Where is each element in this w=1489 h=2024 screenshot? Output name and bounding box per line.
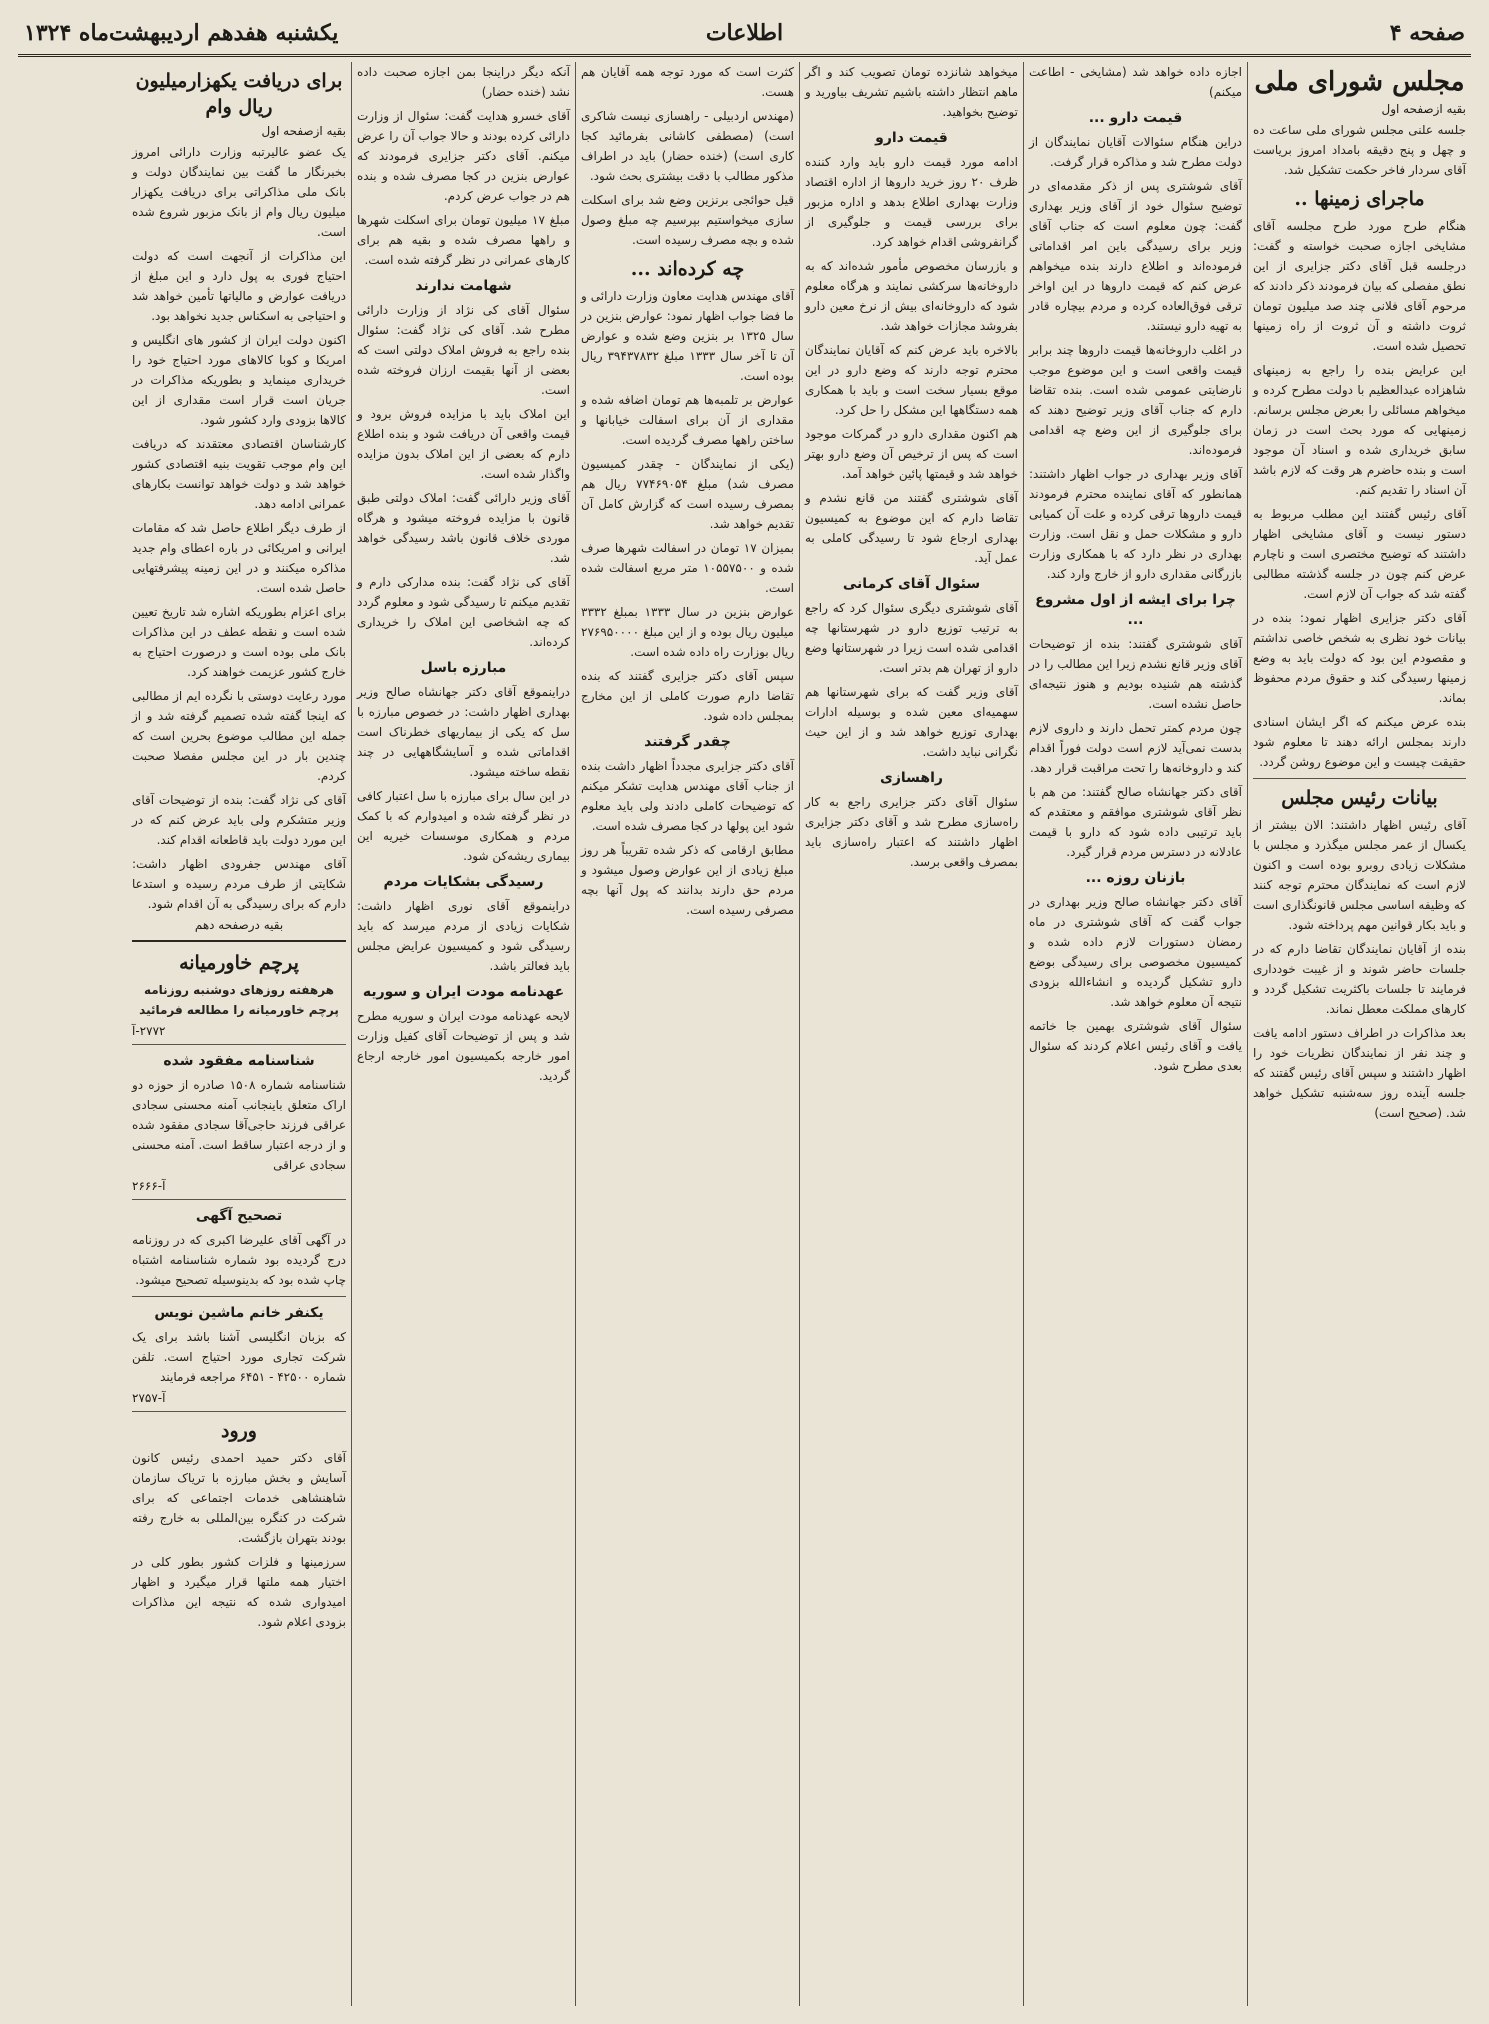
paragraph: سئوال آقای شوشتری بهمین جا خاتمه یافت و آقای رئیس اعلام کردند که سئوال بعدی مطرح شود. [1029,1019,1242,1073]
paragraph: جلسه علنی مجلس شورای ملی ساعت ده و چهل و پنج دقیقه بامداد امروز بریاست آقای سردار فاخر حکمت تشکیل شد. [1253,123,1466,177]
paragraph: دراینموقع آقای نوری اظهار داشت: شکایات زیادی از مردم میرسد که باید رسیدگی شود و کمیسیون عرایض مجلس باید فعالتر باشد. [357,899,570,973]
subheading: مبارزه باسل [420,660,507,676]
paragraph: بعد مذاکرات در اطراف دستور ادامه یافت و چند نفر از نمایندگان نظریات خود را اظهار داشتند و سپس آقای رئیس گفتند که جلسه آینده روز سه‌شنبه تشکیل خواهد شد. (صحیح است) [1253,1026,1466,1120]
paragraph: آقای رئیس گفتند این مطلب مربوط به دستور نیست و آقای مشایخی اظهار داشتند که توضیح مختصری است و ناچارم عرض کنم چون در جلسه گذشته مطالبی گفته شد که جواب آن لازم است. [1253,507,1466,601]
paragraph: سئوال آقای دکتر جزایری راجع به کار راه‌سازی مطرح شد و آقای دکتر جزایری اظهار داشتند که اعتبار راه‌سازی باید بمصرف واقعی برسد. [805,795,1018,869]
paragraph: آقای وزیر دارائی گفت: املاک دولتی طبق قانون با مزایده فروخته میشود و هرگاه موردی خلاف قانون باشد رسیدگی خواهد شد. [357,491,570,565]
paragraph: هنگام طرح مورد طرح مجلسه آقای مشایخی اجازه صحبت خواسته و گفت: درجلسه قبل آقای دکتر جزایری از این نطق مفصلی که بیان فرمودند ذکر دادند که مرحوم آقای فلانی چند صد میلیون تومان ثروت داشته و آن ثروت از راه زمینها تحصیل شده است. [1253,219,1466,353]
paragraph: ادامه مورد قیمت دارو باید وارد کننده ظرف ۲۰ روز خرید داروها از اداره اقتصاد وزارت بهداری اطلاع بدهد و اداره مزبور برای بررسی قیمت و جلوگیری از گرانفروشی اقدام خواهد کرد. [805,155,1018,249]
masthead [18,14,1471,57]
paragraph: اجازه داده خواهد شد (مشایخی - اطاعت میکنم) [1029,65,1242,99]
article-title-loan: برای دریافت یکهزارمیلیون ریال وام [135,70,343,118]
column-2 [1023,62,1247,2006]
subheading: سئوال آقای کرمانی [842,576,981,592]
paragraph: چون مردم کمتر تحمل دارند و داروی لازم بدست نمی‌آید لازم است دولت فوراً اقدام کند و داروخانه‌ها را تحت مراقبت قرار دهد. [1029,721,1242,775]
continued-label: بقیه ازصفحه اول [1381,102,1466,116]
paragraph: سپس آقای دکتر جزایری گفتند که بنده تقاضا دارم صورت کاملی از این مخارج بمجلس داده شود. [581,669,794,723]
subheading: چه کرده‌اند ... [630,258,745,280]
divider [132,1411,346,1412]
paragraph: لایحه عهدنامه مودت ایران و سوریه مطرح شد و پس از توضیحات آقای کفیل وزارت امور خارجه بکمیسیون امور خارجه ارجاع گردید. [357,1009,570,1083]
paragraph: آقای رئیس اظهار داشتند: الان بیشتر از یکسال از عمر مجلس میگذرد و مجلس با مشکلات زیادی روبرو بوده است و اکنون لازم است که نمایندگان محترم توجه کنند که وظیفه اساسی مجلس قانونگذاری است و باید بکار قوانین مهم پرداخته شود. [1253,818,1466,932]
ad-body: که بزبان انگلیسی آشنا باشد برای یک شرکت تجاری مورد احتیاج است. تلفن شماره ۴۲۵۰۰ - ۶۴۵۱ مراجعه فرمایند [132,1330,346,1384]
paragraph: آقای خسرو هدایت گفت: سئوال از وزارت دارائی کرده بودند و حالا جواب آن را عرض میکنم. آقای دکتر جزایری فرمودند که عوارض بنزین در کجا مصرف شده و بنده هم در جواب عرض کردم. [357,109,570,203]
paragraph: این املاک باید با مزایده فروش برود و قیمت واقعی آن دریافت شود و بنده اطلاع دارم که بعضی از این املاک بدون مزایده واگذار شده است. [357,407,570,481]
paragraph: سئوال آقای کی نژاد از وزارت دارائی مطرح شد. آقای کی نژاد گفت: سئوال بنده راجع به فروش املاک دولتی است که بعضی از آنها بقیمت ارزان فروخته شده است. [357,303,570,397]
paragraph: میخواهد شانزده تومان تصویب کند و اگر ماهم انتظار داشته باشیم تشریف بیاورید و توضیح بخواهید. [805,65,1018,119]
column-1 [1247,62,1471,2006]
paragraph: آقای دکتر جهانشاه صالح گفتند: من هم با نظر آقای شوشتری موافقم و معتقدم که باید ترتیبی داده شود که دارو با قیمت عادلانه در دسترس مردم قرار گیرد. [1029,785,1242,859]
paragraph: قیل حوائجی برنزین وضع شد برای اسکلت سازی میخواستیم بپرسیم چه مبلغ وصول شده و بچه مصرف رسیده است. [581,193,794,247]
paragraph: مبلغ ۱۷ میلیون تومان برای اسکلت شهرها و راهها مصرف شده و بقیه هم برای کارهای عمرانی در نظر گرفته شده است. [357,213,570,267]
ad-title: پرچم خاورمیانه [179,952,299,974]
paragraph: این مذاکرات از آنجهت است که دولت احتیاج فوری به پول دارد و این مبلغ از دریافت عوارض و مالیاتها تأمین خواهد شد و احتیاجی به اسکناس جدید نخواهد بود. [132,249,346,323]
paragraph: این عرایض بنده را راجع به زمینهای شاهزاده عبدالعظیم با دولت مطرح کرده و میخواهم مسائلی را بعرض مجلس برسانم. زمینهایی که مورد بحث است در زمان سابق خریداری شده و اسناد آن موجود است و بنده حاضرم هر وقت که لازم باشد آن اسناد را تقدیم کنم. [1253,363,1466,497]
divider [132,940,346,942]
subheading: قیمت دارو [875,130,948,146]
continued-on-label: بقیه درصفحه دهم [194,918,284,932]
ad-code: آ-۲۷۵۷ [132,1391,166,1405]
ad-body: در آگهی آقای علیرضا اکبری که در روزنامه درج گردیده بود شماره شناسنامه اشتباه چاپ شده بود که بدینوسیله تصحیح میشود. [132,1233,346,1287]
subheading: بیانات رئیس مجلس [1281,787,1438,809]
paragraph: یک عضو عالیرتبه وزارت دارائی امروز بخبرنگار ما گفت بین نمایندگان دولت و بانک ملی مذاکراتی برای دریافت یکهزار میلیون ریال وام از بانک مزبور شروع شده است. [132,145,346,239]
paragraph: آقای وزیر بهداری در جواب اظهار داشتند: همانطور که آقای نماینده محترم فرمودند قیمت داروها ترقی کرده و علت آن کمیابی دارو و مشکلات حمل و نقل است. وزارت بهداری در نظر دارد که با همکاری وزارت بازرگانی مقداری دارو از خارج وارد کند. [1029,467,1242,581]
subheading: راهسازی [880,770,943,786]
subheading: بازنان روزه ... [1085,870,1186,886]
paragraph: آقای شوشتری گفتند من قانع نشدم و تقاضا دارم که این موضوع به کمیسیون بهداری ارجاع شود تا رسیدگی کاملی به عمل آید. [805,491,1018,565]
divider [132,1044,346,1045]
paragraph: مورد رعایت دوستی با نگرده ایم از مطالبی که اینجا گفته شده تصمیم گرفته شد و از جمله این مطالب موضوع بحرین است که چندین بار در این مجلس مفصلا صحبت کردم. [132,689,346,783]
column-3 [799,62,1023,2006]
paragraph: آقای کی نژاد گفت: بنده مدارکی دارم و تقدیم میکنم تا رسیدگی شود و معلوم گردد که چه اشخاصی این املاک را خریداری کرده‌اند. [357,575,570,649]
paragraph: مطابق ارقامی که ذکر شده تقریباً هر روز مبلغ زیادی از این عوارض وصول میشود و مردم حق دارند بدانند که پول آنها بچه مصرفی رسیده است. [581,843,794,917]
paragraph: دراینموقع آقای دکتر جهانشاه صالح وزیر بهداری اظهار داشت: در خصوص مبارزه با سل که یکی از بیماریهای خطرناک است اقداماتی شده و آسایشگاههایی در چند نقطه ساخته میشود. [357,685,570,779]
paragraph: بالاخره باید عرض کنم که آقایان نمایندگان محترم توجه دارند که وضع دارو در این موقع بسیار سخت است و باید با همکاری همه دستگاهها این مشکل را حل کرد. [805,343,1018,417]
paragraph: بمیزان ۱۷ تومان در اسفالت شهرها صرف شده و ۱۰۵۵۷۵۰۰ متر مربع اسفالت شده است. [581,541,794,595]
date-line: یکشنبه هفدهم اردیبهشت‌ماه ۱۳۲۴ [24,20,339,46]
paragraph: آقای دکتر جزایری مجدداً اظهار داشت بنده از جناب آقای مهندس هدایت تشکر میکنم که توضیحات کاملی دادند ولی باید معلوم شود این پولها در کجا مصرف شده است. [581,759,794,833]
column-6 [127,62,351,2006]
paragraph: (مهندس اردبیلی - راهسازی نیست شاکری است) (مصطفی کاشانی بفرمائید کجا کاری است) (خنده حضار) باید در اطراف مذکور مطالب با دقت بیشتری بحث شود. [581,109,794,183]
ad-title: شناسنامه مفقود شده [163,1053,315,1069]
paragraph: (یکی از نمایندگان - چقدر کمیسیون مصرف شد) مبلغ ۷۷۴۶۹۰۵۴ ریال هم بمصرف رسیده است که گزارش کامل آن تقدیم خواهد شد. [581,457,795,531]
paragraph: هم اکنون مقداری دارو در گمرکات موجود است که پس از ترخیص آن وضع دارو بهتر خواهد شد و قیمتها پائین خواهد آمد. [805,427,1018,481]
ad-title: یکنفر خانم ماشین نویس [154,1305,324,1321]
paragraph: در این سال برای مبارزه با سل اعتبار کافی در نظر گرفته شده و امیدوارم که با کمک مردم و همکاری موسسات خیریه این بیماری ریشه‌کن شود. [357,789,570,863]
paragraph: دراین هنگام سئوالات آقایان نمایندگان از دولت مطرح شد و مذاکره قرار گرفت. [1029,135,1242,169]
subheading: رسیدگی بشکایات مردم [383,874,544,890]
ad-title: ورود [221,1420,257,1442]
subheading: عهدنامه مودت ایران و سوریه [362,984,565,1000]
column-4 [575,62,799,2006]
columns [18,62,1471,2006]
paragraph: و بازرسان مخصوص مأمور شده‌اند که به داروخانه‌ها سرکشی نمایند و هرگاه معلوم شود که داروخانه‌ای بیش از نرخ معین دارو بفروشد مجازات خواهد شد. [805,259,1018,333]
article-title-majlis: مجلس شورای ملی [1254,67,1465,97]
paragraph: بنده از آقایان نمایندگان تقاضا دارم که در جلسات حاضر شوند و از غیبت خودداری فرمایند تا جلسات باکثریت تشکیل گردد و کارهای مملکت معطل نماند. [1253,942,1466,1016]
divider [132,1199,346,1200]
subheading: شهامت ندارند [415,278,512,294]
paragraph: آقای دکتر جزایری اظهار نمود: بنده در بیانات خود نظری به شخص خاصی نداشتم و مقصودم این بود که دولت باید به وضع زمینها رسیدگی کند و حقوق مردم محفوظ بماند. [1253,611,1466,705]
subheading: چرا برای ایشه از اول مشروع ... [1035,592,1236,628]
paragraph: آقای کی نژاد گفت: بنده از توضیحات آقای وزیر متشکرم ولی باید عرض کنم که در این مورد دولت باید قاطعانه اقدام کند. [132,793,346,847]
ad-body: هرهفته روزهای دوشنبه روزنامه پرچم خاورمیانه را مطالعه فرمائید [139,983,339,1017]
column-5 [351,62,575,2006]
footer-note: سرزمینها و فلزات کشور بطور کلی در اختیار همه ملتها قرار میگیرد و اظهار امیدواری شده که نتیجه این مذاکرات بزودی اعلام شود. [132,1555,346,1629]
paragraph: آنکه دیگر دراینجا بمن اجازه صحبت داده نشد (خنده حضار) [357,65,570,99]
paragraph: بنده عرض میکنم که اگر ایشان اسنادی دارند بمجلس ارائه دهند تا معلوم شود حقیقت چیست و این موضوع روشن گردد. [1253,715,1466,769]
divider [132,1296,346,1297]
paragraph: اکنون دولت ایران از کشور های انگلیس و امریکا و کوبا کالاهای مورد احتیاج خود را خریداری مینماید و بطوریکه مذاکرات در جریان است قرار است مقداری از این کالاها بزودی وارد کشور شود. [132,333,346,427]
paragraph: آقای شوشتری گفتند: بنده از توضیحات آقای وزیر قانع نشدم زیرا این مطالب را در گذشته هم شنیده بودیم و هنوز نتیجه‌ای حاصل نشده است. [1029,637,1242,711]
ad-title: تصحیح آگهی [195,1208,283,1224]
paragraph: برای اعزام بطوریکه اشاره شد تاریخ تعیین شده است و نقطه عطف در این مذاکرات بانک ملی بوده است و درصورت احتیاج به خارج کشور عزیمت خواهند کرد. [132,605,346,679]
continued-label: بقیه ازصفحه اول [261,124,346,138]
page-number: صفحه ۴ [1389,20,1465,46]
paragraph: آقای مهندس جفرودی اظهار داشت: شکایتی از طرف مردم رسیده و استدعا دارم که برای رسیدگی به آن اقدام شود. [132,857,346,911]
paragraph: آقای دکتر جهانشاه صالح وزیر بهداری در جواب گفت که آقای شوشتری در ماه رمضان دستورات لازم داده شده و کمیسیون مخصوصی برای رسیدگی بوضع دارو تشکیل گردیده و انشاءالله بزودی نتیجه آن معلوم خواهد شد. [1029,895,1242,1009]
paragraph: در اغلب داروخانه‌ها قیمت داروها چند برابر قیمت واقعی است و این موضوع موجب نارضایتی عمومی شده است. بنده تقاضا دارم که جناب آقای وزیر توضیح دهند که برای جلوگیری از این وضع چه اقدامی فرموده‌اند. [1029,343,1242,457]
paragraph: آقای شوشتری پس از ذکر مقدمه‌ای در توضیح سئوال خود از آقای وزیر بهداری گفت: چون معلوم است که جناب آقای وزیر برای رسیدگی باین امر اقداماتی فرموده‌اند و اطلاع دارند بنده میخواهم عرض کنم که قیمت داروها در این اواخر ترقی فوق‌العاده کرده و مردم بیچاره قادر به تهیه دارو نیستند. [1029,179,1242,333]
paragraph: آقای مهندس هدایت معاون وزارت دارائی و ما فضا جواب اظهار نمود: عوارض بنزین در سال ۱۳۲۵ بر بنزین وضع شده و عوارض آن تا آخر سال ۱۳۳۳ مبلغ ۳۹۴۳۷۸۳۲ ریال بوده است. [581,289,795,383]
ad-body: آقای دکتر حمید احمدی رئیس کانون آسایش و بخش مبارزه با تریاک سازمان شاهنشاهی خدمات اجتماعی که برای شرکت در کنگره بین‌المللی به خارج رفته بودند بتهران بازگشت. [132,1451,346,1545]
ad-code: ۲۷۷۲-آ [132,1024,166,1038]
paper-name: اطلاعات [705,20,784,46]
paragraph: عوارض بر تلمبه‌ها هم تومان اضافه شده و مقداری از آن برای اسفالت خیابانها و ساختن راهها مصرف گردیده است. [581,393,794,447]
paragraph: کثرت است که مورد توجه همه آقایان هم هست. [581,65,794,99]
paragraph: آقای وزیر گفت که برای شهرستانها هم سهمیه‌ای معین شده و بوسیله ادارات بهداری توزیع خواهد شد و از این حیث نگرانی نباید داشت. [805,685,1018,759]
paragraph: آقای شوشتری دیگری سئوال کرد که راجع به ترتیب توزیع دارو در شهرستانها چه اقدامی شده است زیرا در شهرستانها وضع دارو از تهران هم بدتر است. [805,601,1018,675]
paragraph: کارشناسان اقتصادی معتقدند که دریافت این وام موجب تقویت بنیه اقتصادی کشور خواهد شد و دولت خواهد توانست بکارهای عمرانی ادامه دهد. [132,437,346,511]
paragraph: از طرف دیگر اطلاع حاصل شد که مقامات ایرانی و امریکائی در باره اعطای وام جدید مذاکره میکنند و در این زمینه پیشرفتهایی حاصل شده است. [132,521,346,595]
subheading: ماجرای زمینها .. [1294,188,1425,210]
subheading: چقدر گرفتند [644,734,731,750]
ad-body: شناسنامه شماره ۱۵۰۸ صادره از حوزه دو اراک متعلق باینجانب آمنه محسنی سجادی عراقی فرزند حاجی‌آقا سجادی مفقود شده و از درجه اعتبار ساقط است. آمنه محسنی سجادی عراقی [132,1078,346,1172]
ad-code: آ-۲۶۶۶ [132,1179,166,1193]
paragraph: عوارض بنزین در سال ۱۳۳۳ بمبلغ ۳۳۳۲ میلیون ریال بوده و از این مبلغ ۲۷۶۹۵۰۰۰۰ ریال بوزارت راه داده شده است. [581,605,794,659]
subheading: قیمت دارو ... [1088,110,1183,126]
divider [1253,778,1466,779]
